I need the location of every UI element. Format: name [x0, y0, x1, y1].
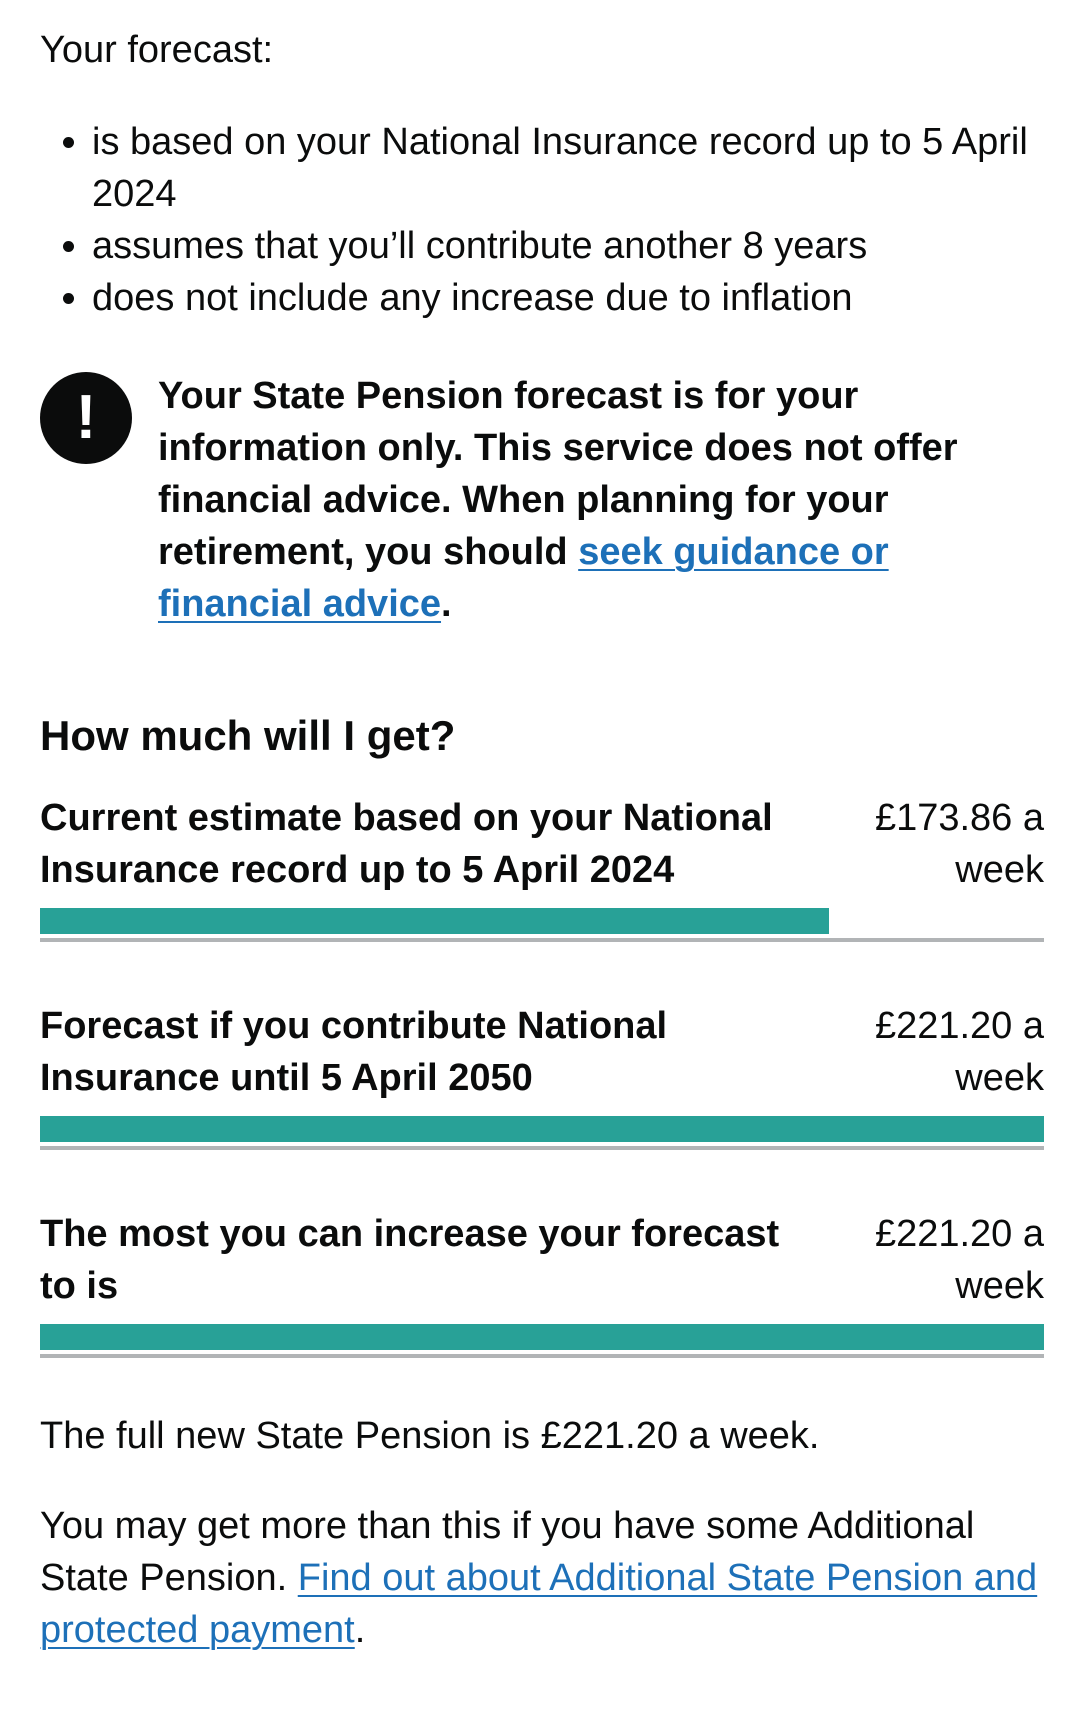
- estimate-label: Current estimate based on your National Insurance record up to 5 April 2024: [40, 797, 773, 891]
- list-item: • does not include any increase due to inflation: [92, 272, 1044, 324]
- exclamation-icon: !: [40, 372, 132, 464]
- warning-message: Your State Pension forecast is for your information only. This service does not offer financial advice. When planning for your retirement, you should: [158, 375, 958, 573]
- estimate-bar-track: [40, 1324, 1044, 1358]
- additional-message: You may get more than this if you have some Additional State Pension.: [40, 1505, 975, 1599]
- estimate-amount: £173.86 a week: [874, 797, 1044, 891]
- estimate-bar-fill: [40, 1324, 1044, 1350]
- estimate-bar-fill: [40, 908, 829, 934]
- how-much-heading: How much will I get?: [40, 712, 456, 759]
- additional-pension-link[interactable]: Find out about Additional State Pension and protected payment: [40, 1557, 1038, 1651]
- forecast-bullet-list: [40, 116, 1044, 324]
- estimate-label: The most you can increase your forecast to is: [40, 1213, 780, 1307]
- estimate-bar-track: [40, 1116, 1044, 1150]
- warning-notice: [40, 370, 1044, 630]
- estimate-amount: £221.20 a week: [874, 1005, 1044, 1099]
- additional-pension-text: [40, 1500, 1044, 1656]
- full-pension-text: The full new State Pension is £221.20 a week.: [40, 1415, 820, 1457]
- estimate-label: Forecast if you contribute National Insurance until 5 April 2050: [40, 1005, 668, 1099]
- warning-suffix: .: [441, 583, 452, 625]
- maximum-estimate: [40, 1208, 1044, 1358]
- list-item: • assumes that you’ll contribute another 8 years: [92, 220, 1044, 272]
- warning-text: [158, 370, 1044, 630]
- financial-advice-link[interactable]: seek guidance or financial advice: [158, 531, 889, 625]
- forecast-estimate: [40, 1000, 1044, 1150]
- list-item: • is based on your National Insurance record up to 5 April 2024: [92, 116, 1044, 220]
- current-estimate: [40, 792, 1044, 942]
- estimate-bar-track: [40, 908, 1044, 942]
- forecast-intro: Your forecast:: [40, 29, 274, 71]
- estimate-bar-fill: [40, 1116, 1044, 1142]
- additional-suffix: .: [354, 1609, 366, 1651]
- estimate-amount: £221.20 a week: [874, 1213, 1044, 1307]
